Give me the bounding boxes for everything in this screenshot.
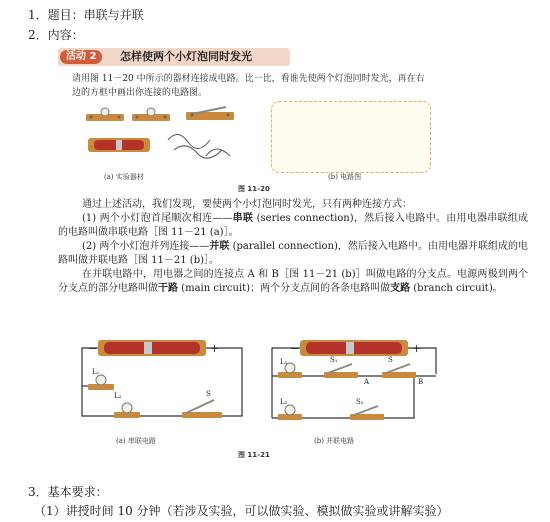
term-branch-circuit: 支路: [390, 283, 411, 294]
series-battery-plus: +: [210, 342, 220, 355]
paragraph-intro: 通过上述活动，我们发现，要使两个小灯泡同时发光，只有两种连接方式：: [82, 199, 412, 210]
parallel-switch-s1-label: S₁: [330, 356, 338, 364]
figure-11-20-label: 图 11-20: [238, 185, 270, 193]
series-battery-minus: −: [88, 342, 98, 355]
caption-apparatus: (a) 实验器材: [104, 173, 144, 181]
paragraph-series: (1) 两个小灯泡首尾顺次相连——串联 (series connection)，然后接入电路中。由用电器串联组成的电路叫做串联电路［图 11－21 (a)］。: [58, 213, 529, 238]
paragraph-parallel: (2) 两个小灯泡并列连接——并联 (parallel connection)，然后接入电路中。由用电器并联组成的电路叫做并联电路［图 11－21 (b)］。: [58, 241, 529, 266]
branch-point-b-label: B: [418, 378, 424, 386]
branch-point-a-label: A: [364, 378, 370, 386]
series-circuit-illustration: [74, 334, 254, 430]
parallel-circuit-illustration: [264, 334, 444, 430]
term-parallel: 并联: [209, 241, 230, 252]
caption-parallel-circuit: (b) 并联电路: [314, 437, 355, 445]
battery-box: [88, 138, 150, 152]
series-lamp-l1-label: L₁: [92, 368, 100, 376]
parallel-switch-s-label: S: [388, 356, 393, 364]
parallel-battery-plus: +: [412, 342, 422, 355]
requirement-time: （1）讲授时间 10 分钟（若涉及实验，可以做实验、模拟做实验或讲解实验）: [34, 504, 449, 518]
parallel-switch-s2-label: S₂: [356, 398, 364, 406]
series-lamp-l2-label: L₂: [114, 392, 122, 400]
circuit-drawing-box: [271, 101, 431, 173]
bulb-holder-2: [132, 108, 170, 121]
body-text: [58, 198, 528, 296]
textbook-scan: [58, 48, 528, 463]
activity-header: [58, 48, 290, 66]
apparatus-illustration: [78, 104, 258, 176]
outline-content-label: 2．内容：: [28, 28, 84, 42]
activity-instructions: 请用图 11－20 中所示的器材连接成电路。比一比，看谁先使两个灯泡同时发光，再在右边的方框中画出你连接的电路图。: [72, 74, 425, 98]
caption-series-circuit: (a) 串联电路: [116, 437, 156, 445]
outline-requirements-label: 3．基本要求：: [28, 485, 108, 499]
term-series: 串联: [232, 213, 254, 224]
bulb-holder-1: [86, 108, 124, 121]
term-main-circuit: 干路: [158, 283, 178, 294]
outline-title: 1．题目：串联与并联: [28, 8, 144, 22]
activity-tag: 活动 2: [60, 50, 102, 64]
caption-circuit-diagram: (b) 电路图: [328, 173, 362, 181]
switch: [186, 107, 234, 120]
parallel-lamp-l2-label: L₂: [280, 398, 288, 406]
figure-11-21-label: 图 11-21: [238, 451, 270, 459]
parallel-battery-minus: −: [290, 342, 300, 355]
activity-title: 怎样使两个小灯泡同时发光: [120, 50, 252, 63]
paragraph-branch: 在并联电路中，用电器之间的连接点 A 和 B［图 11－21 (b)］叫做电路的分支点。电源两极到两个分支点的部分电路叫做干路 (main circuit)；两个分支点间的各条电路叫做支路 (branch circuit)。: [58, 269, 528, 294]
parallel-lamp-l1-label: L₁: [280, 358, 288, 366]
series-switch-label: S: [206, 390, 211, 398]
